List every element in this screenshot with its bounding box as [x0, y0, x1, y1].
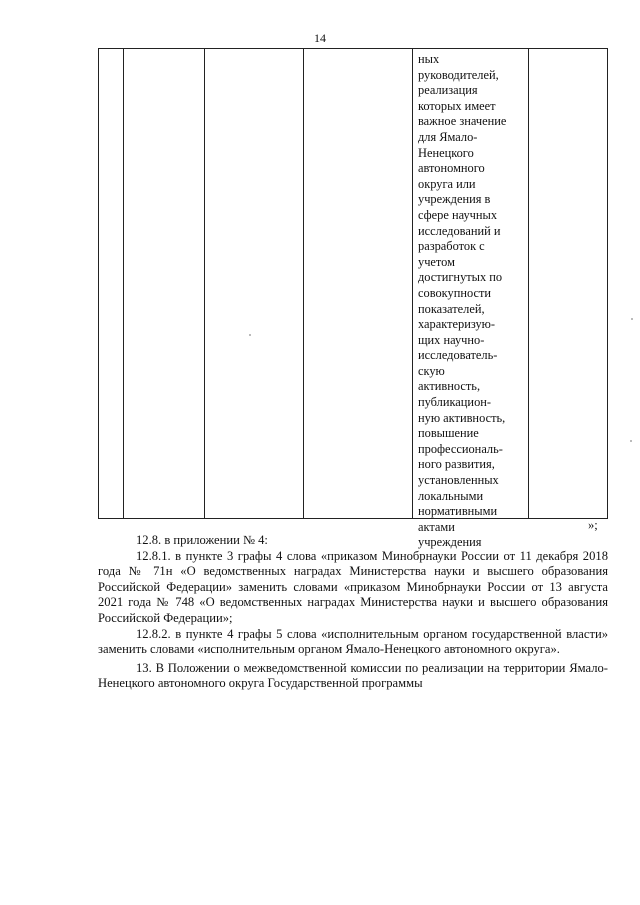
paragraph-12-8: 12.8. в приложении № 4: [136, 533, 268, 547]
table-column-divider [303, 49, 304, 518]
closing-quote: »; [588, 518, 598, 532]
document-body [98, 533, 608, 692]
scan-speck [630, 440, 632, 442]
table-column-divider [123, 49, 124, 518]
table-column-divider [204, 49, 205, 518]
table-cell-criteria-text: ных руководителей, реализация которых имеет важное значение для Ямало- Ненецкого автономного округа или учреждения в сфере научных исследований и разработок с учетом достигнутых по совокупности показателей, характеризую- щих научно- исследователь- скую активность, публикацион- ную активность, повышение профессиональ- ного развития, установленных локальными нормативными актами учреждения [418, 52, 507, 550]
paragraph-13: 13. В Положении о межведомственной комиссии по реализации на территории Ямало-Ненецкого автономного округа Государственной программы [98, 660, 608, 691]
page-number: 14 [314, 31, 326, 45]
table-column-divider [412, 49, 413, 518]
scan-speck [249, 334, 251, 336]
paragraph-12-8-2: 12.8.2. в пункте 4 графы 5 слова «исполнительным органом государственной власти» заменить словами «исполнительным органом Ямало-Ненецкого автономного округа». [98, 626, 608, 657]
paragraph-12-8-1: 12.8.1. в пункте 3 графы 4 слова «приказом Минобрнауки России от 11 декабря 2018 года № 71н «О ведомственных наградах Министерства науки и высшего образования Российской Федерации» заменить словами «приказом Минобрнауки России от 13 августа 2021 года № 748 «О ведомственных наградах Министерства науки и высшего образования Российской Федерации»; [98, 548, 608, 625]
scan-speck [631, 318, 633, 320]
